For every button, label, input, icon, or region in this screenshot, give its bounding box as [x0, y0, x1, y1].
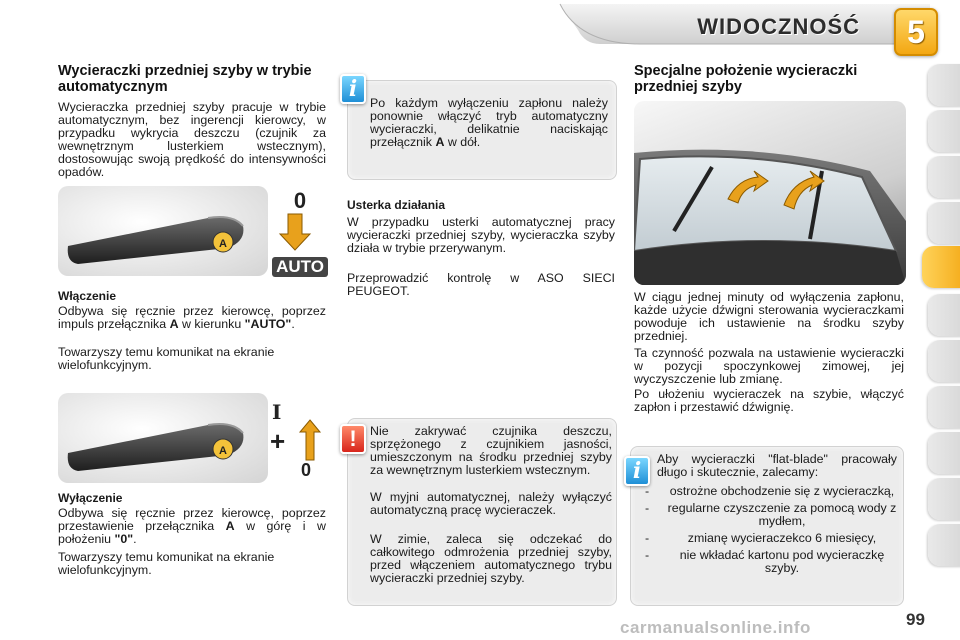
side-tab-1[interactable]	[928, 64, 960, 106]
fault-paragraph: W przypadku usterki automatycznej pracy wycieraczki przedniej szyby, wycieraczka szyby działa w trybie przerywanym.	[347, 215, 615, 255]
warning-p1: Nie zakrywać czujnika deszczu, sprzężonego z czujnikiem jasności, umieszczonym na środku przedniej szyby za wewnętrznym lusterkiem wstecznym.	[370, 424, 612, 477]
position-one-label: I	[272, 400, 282, 424]
info-icon-2: i	[624, 456, 650, 486]
position-auto-label: AUTO	[272, 257, 328, 277]
plus-label: +	[270, 426, 286, 456]
off-heading: Wyłączenie	[58, 491, 123, 505]
side-tab-4[interactable]	[928, 202, 960, 244]
right-paragraph-2: Ta czynność pozwala na ustawienie wycieraczki w pozycji spoczynkowej zimowej, jej wyczyszczenie lub zmianę.	[634, 346, 904, 386]
side-tab-active[interactable]	[922, 246, 960, 288]
list-item: - ostrożne obchodzenie się z wycieraczką,	[643, 485, 897, 498]
list-item: - regularne czyszczenie za pomocą wody z mydłem,	[643, 502, 897, 528]
warning-box	[347, 418, 617, 606]
auto-position-indicator	[276, 190, 324, 280]
off-paragraph: Odbywa się ręcznie przez kierowcę, poprzez przestawienie przełącznika A w górę i w położeniu "0".	[58, 506, 326, 546]
watermark: carmanualsonline.info	[620, 618, 811, 637]
flat-blade-tips-list	[643, 485, 897, 579]
on-paragraph: Odbywa się ręcznie przez kierowcę, poprzez impuls przełącznika A w kierunku "AUTO".	[58, 304, 326, 331]
section-title-special-position: Specjalne położenie wycieraczki przedniej szyby	[634, 63, 858, 95]
button-a-label: A	[219, 238, 227, 250]
info-box-text: Po każdym wyłączeniu zapłonu należy ponownie włączyć tryb automatyczny wycieraczki, delikatnie naciskając przełącznik A w dół.	[370, 96, 608, 149]
chapter-number-badge: 5	[894, 8, 938, 56]
side-tab-3[interactable]	[928, 156, 960, 198]
fault-heading: Usterka działania	[347, 198, 446, 212]
info-box-flat-blade	[630, 446, 904, 606]
position-zero-label: 0	[293, 188, 307, 213]
position-zero-label-2: 0	[301, 460, 312, 480]
off-message-paragraph: Towarzyszy temu komunikat na ekranie wielofunkcyjnym.	[58, 550, 275, 577]
on-heading: Włączenie	[58, 289, 117, 303]
side-tab-8[interactable]	[928, 386, 960, 428]
arrow-down-icon	[276, 212, 316, 252]
warning-p3: W zimie, zaleca się odczekać do całkowitego odmrożenia przedniej szyby, przed włączeniem automatycznego trybu wycieraczki przedniej szyby.	[370, 532, 612, 585]
stalk-illustration-auto	[58, 186, 268, 276]
right-paragraph-3: Po ułożeniu wycieraczek na szybie, włączyć zapłon i przestawić dźwignię.	[634, 387, 904, 414]
section-title-auto-wipers: Wycieraczki przedniej szyby w trybie automatycznym	[58, 63, 312, 95]
info-box-reactivate	[347, 80, 617, 180]
chapter-title: WIDOCZNOŚĆ	[697, 14, 860, 39]
flat-blade-intro: Aby wycieraczki "flat-blade" pracowały długo i skutecznie, zalecamy:	[657, 452, 897, 479]
list-item: - nie wkładać kartonu pod wycieraczkę szyby.	[643, 549, 897, 575]
arrow-up-icon	[298, 418, 322, 462]
side-tab-7[interactable]	[928, 340, 960, 382]
off-position-indicator	[270, 400, 330, 482]
service-paragraph: Przeprowadzić kontrolę w ASO SIECI PEUGEOT.	[347, 271, 615, 298]
side-tab-10[interactable]	[928, 478, 960, 520]
side-tab-9[interactable]	[928, 432, 960, 474]
intro-paragraph: Wycieraczka przedniej szyby pracuje w trybie automatycznym, bez ingerencji kierowcy, w przypadku wykrycia deszczu (czujnik za wewnętrznym lusterkiem wstecznym), dostosowując swoją prędkość do intensywności opadów.	[58, 100, 326, 179]
on-message-paragraph: Towarzyszy temu komunikat na ekranie wielofunkcyjnym.	[58, 345, 275, 372]
info-icon: i	[340, 74, 366, 104]
warning-icon: !	[340, 424, 366, 454]
page-number: 99	[906, 610, 925, 629]
button-a-label-2: A	[219, 445, 227, 457]
side-tab-6[interactable]	[928, 294, 960, 336]
side-tab-11[interactable]	[928, 524, 960, 566]
windscreen-illustration	[634, 101, 906, 285]
side-tab-2[interactable]	[928, 110, 960, 152]
list-item: - zmianę wycieraczekco 6 miesięcy,	[643, 532, 897, 545]
warning-p2: W myjni automatycznej, należy wyłączyć automatyczną pracę wycieraczek.	[370, 490, 612, 517]
right-paragraph-1: W ciągu jednej minuty od wyłączenia zapłonu, każde użycie dźwigni sterowania wycieraczkami powoduje ich ustawienie na środku szyby przedniej.	[634, 290, 904, 343]
stalk-illustration-off	[58, 393, 268, 483]
